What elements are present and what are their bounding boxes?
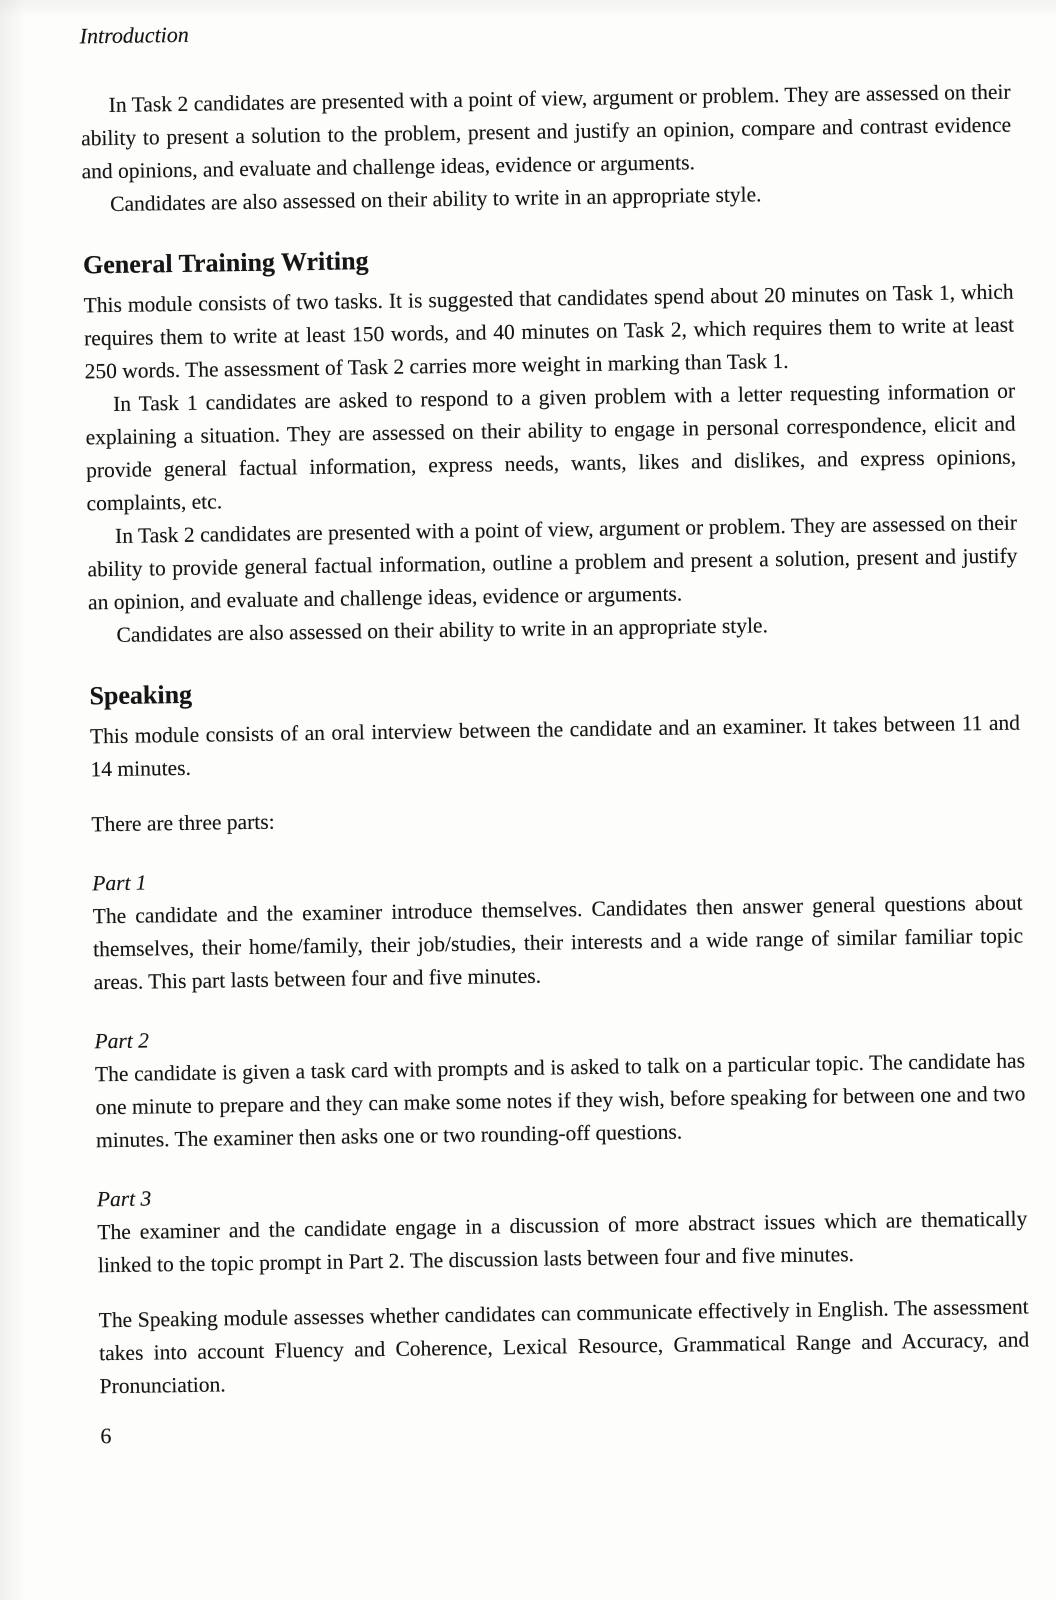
paragraph-part-3: The examiner and the candidate engage in a discussion of more abstract issues which are thematically linked to the topic prompt in Part 2. The discussion lasts between four and five minutes. [97, 1206, 1028, 1278]
running-header: Introduction [79, 21, 190, 49]
paragraph-part-2: The candidate is given a task card with prompts and is asked to talk on a particular topic. The candidate has one minute to prepare and they can make some notes if they wish, before speaking for between one and two minutes. The examiner then asks one or two rounding-off questions. [94, 1048, 1026, 1153]
subheading-part-1: Part 1 [92, 870, 147, 896]
paragraph-speaking-overview: This module consists of an oral interview between the candidate and an examiner. It takes between 11 and 14 minutes. [89, 710, 1021, 782]
paragraph-part-1: The candidate and the examiner introduce themselves. Candidates then answer general questions about themselves, their home/family, their job/studies, their interests and a wide range of similar familiar topic areas. This part lasts between four and five minutes. [92, 890, 1024, 995]
paragraph-gtw-style: Candidates are also assessed on their ability to write in an appropriate style. [116, 613, 769, 647]
subheading-part-3: Part 3 [96, 1186, 152, 1212]
paragraph-gtw-overview: This module consists of two tasks. It is suggested that candidates spend about 20 minutes on Task 1, which requires them to write at least 150 words, and 40 minutes on Task 2, which requires them to write at least 250 words. The assessment of Task 2 carries more weight in marking than Task 1. [83, 279, 1015, 384]
page-number: 6 [100, 1423, 112, 1449]
paragraph-gtw-task2: In Task 2 candidates are presented with a point of view, argument or problem. They are assessed on their ability to provide general factual information, outline a problem and present a solution, present and justify an opinion, and evaluate and challenge ideas, evidence or arguments. [87, 510, 1018, 615]
section-heading-general-training-writing: General Training Writing [82, 246, 369, 280]
paragraph-intro-task2: In Task 2 candidates are presented with a point of view, argument or problem. They are assessed on their ability to present a solution to the problem, present and justify an opinion, compare and contrast evidence and opinions, and evaluate and challenge ideas, evidence or arguments. [80, 79, 1012, 184]
paragraph-intro-style: Candidates are also assessed on their ability to write in an appropriate style. [109, 182, 762, 216]
paragraph-speaking-closing: The Speaking module assesses whether candidates can communicate effectively in English. The assessment takes into account Fluency and Coherence, Lexical Resource, Grammatical Range and Accuracy, and Pronunciation. [98, 1294, 1030, 1399]
subheading-part-2: Part 2 [94, 1028, 150, 1054]
section-heading-speaking: Speaking [89, 679, 193, 711]
paragraph-gtw-task1: In Task 1 candidates are asked to respond to a given problem with a letter requesting information or explaining a situation. They are assessed on their ability to engage in personal correspondence, elicit and provide general factual information, express needs, wants, likes and dislikes, and express opinions, complaints, etc. [85, 378, 1017, 516]
paragraph-speaking-three-parts: There are three parts: [91, 809, 275, 837]
